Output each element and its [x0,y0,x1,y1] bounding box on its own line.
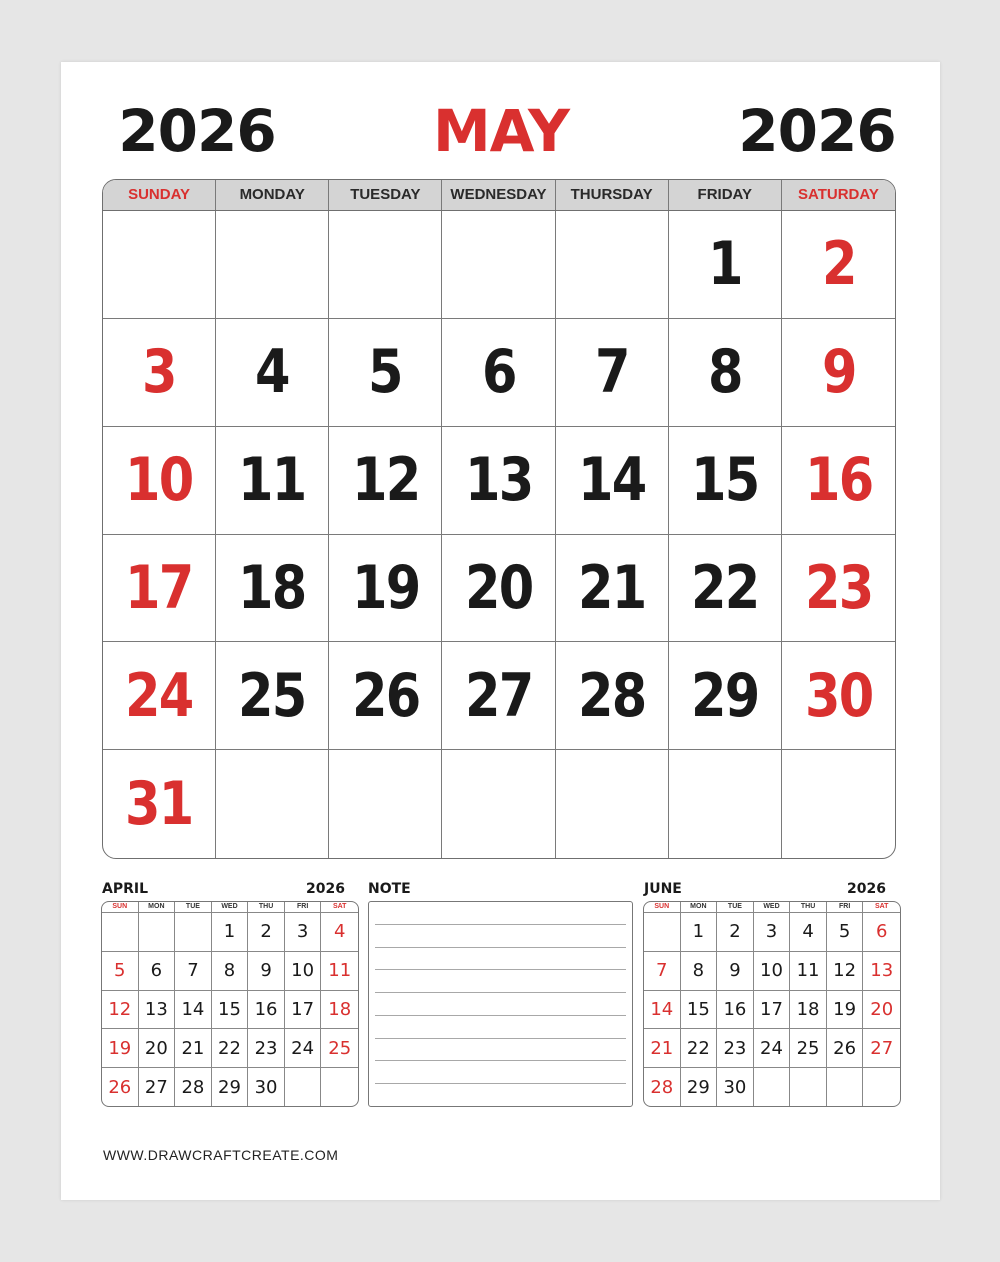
day-number: 1 [707,229,742,300]
mini-day-cell[interactable]: 25 [321,1029,358,1068]
mini-empty-cell [644,913,681,952]
day-header-tuesday: TUESDAY [329,180,442,210]
day-number: 8 [707,337,742,408]
footer-url[interactable]: WWW.DRAWCRAFTCREATE.COM [103,1147,339,1163]
day-number: 15 [690,445,759,516]
mini-day-cell[interactable]: 9 [248,952,285,991]
empty-cell [216,211,329,319]
mini-day-cell[interactable]: 7 [175,952,212,991]
mini-empty-cell [285,1068,322,1107]
day-number: 14 [577,445,646,516]
month-title: MAY [432,97,570,165]
day-cell[interactable] [782,535,895,643]
mini-empty-cell [139,913,176,952]
mini-empty-cell [863,1068,900,1107]
prev-month-grid [102,913,358,1107]
day-number: 4 [255,337,290,408]
mini-day-cell[interactable]: 28 [175,1068,212,1107]
mini-day-cell[interactable]: 1 [681,913,718,952]
day-number: 20 [464,552,533,623]
note-line [375,1060,626,1061]
day-number: 18 [238,552,306,623]
day-cell[interactable] [556,319,669,427]
day-number: 22 [690,552,759,623]
mini-day-header-fri: FRI [827,902,864,912]
day-number: 9 [821,337,856,408]
note-line [375,992,626,993]
day-number: 23 [804,552,873,623]
mini-day-cell[interactable]: 5 [827,913,864,952]
mini-day-cell[interactable]: 16 [248,991,285,1030]
note-line [375,924,626,925]
day-number: 3 [142,337,176,408]
year-left: 2026 [118,97,276,165]
mini-day-cell[interactable]: 17 [285,991,322,1030]
day-cell[interactable] [556,642,669,750]
day-number: 26 [351,660,420,731]
mini-day-cell[interactable]: 30 [717,1068,754,1107]
day-cell[interactable] [669,211,782,319]
mini-day-cell[interactable]: 11 [790,952,827,991]
day-cell[interactable] [442,535,555,643]
mini-day-cell[interactable]: 6 [139,952,176,991]
mini-day-cell[interactable]: 6 [863,913,900,952]
mini-day-cell[interactable]: 11 [321,952,358,991]
day-header-monday: MONDAY [216,180,329,210]
day-number: 19 [351,552,420,623]
mini-day-header-thu: THU [248,902,285,912]
mini-day-cell[interactable]: 18 [321,991,358,1030]
mini-day-cell[interactable]: 15 [681,991,718,1030]
main-calendar-day-header [103,180,895,211]
day-number: 31 [125,769,193,840]
mini-day-cell[interactable]: 1 [212,913,249,952]
next-month-grid [644,913,900,1107]
empty-cell [103,211,216,319]
note-line [375,969,626,970]
mini-day-header-thu: THU [790,902,827,912]
day-header-sunday: SUNDAY [103,180,216,210]
day-cell[interactable] [782,427,895,535]
mini-day-header-tue: TUE [175,902,212,912]
mini-day-cell[interactable]: 9 [717,952,754,991]
mini-day-cell[interactable]: 23 [717,1029,754,1068]
mini-day-cell[interactable]: 5 [102,952,139,991]
mini-day-cell[interactable]: 24 [285,1029,322,1068]
day-number: 29 [690,660,759,731]
day-header-friday: FRIDAY [669,180,782,210]
mini-day-cell[interactable]: 7 [644,952,681,991]
mini-day-cell[interactable]: 16 [717,991,754,1030]
empty-cell [556,750,669,858]
note-line [375,947,626,948]
mini-day-cell[interactable]: 12 [102,991,139,1030]
mini-day-cell[interactable]: 26 [102,1068,139,1107]
mini-day-cell[interactable]: 29 [681,1068,718,1107]
mini-day-header-mon: MON [139,902,176,912]
mini-day-header-mon: MON [681,902,718,912]
day-cell[interactable] [329,642,442,750]
mini-day-header-sun: SUN [644,902,681,912]
calendar-page [61,62,940,1200]
day-cell[interactable] [216,427,329,535]
mini-day-cell[interactable]: 19 [102,1029,139,1068]
mini-day-cell[interactable]: 4 [321,913,358,952]
mini-day-cell[interactable]: 21 [644,1029,681,1068]
mini-day-cell[interactable]: 8 [212,952,249,991]
day-cell[interactable] [556,427,669,535]
mini-day-cell[interactable]: 19 [827,991,864,1030]
day-cell[interactable] [669,319,782,427]
day-cell[interactable] [782,319,895,427]
mini-day-header-sun: SUN [102,902,139,912]
year-right: 2026 [738,97,896,165]
day-number: 28 [577,660,646,731]
day-cell[interactable] [329,319,442,427]
mini-day-cell[interactable]: 25 [790,1029,827,1068]
note-line [375,1083,626,1084]
mini-day-cell[interactable]: 3 [285,913,322,952]
next-month-day-header [644,902,900,913]
mini-day-cell[interactable]: 22 [681,1029,718,1068]
main-calendar [102,179,896,859]
mini-day-cell[interactable]: 28 [644,1068,681,1107]
day-number: 30 [804,660,873,731]
day-number: 2 [821,229,856,300]
mini-day-cell[interactable]: 23 [248,1029,285,1068]
mini-day-header-sat: SAT [332,903,347,910]
day-number: 13 [464,445,533,516]
mini-day-cell[interactable]: 17 [754,991,791,1030]
next-month-calendar [643,901,901,1107]
mini-day-cell[interactable]: 10 [754,952,791,991]
day-cell[interactable] [216,319,329,427]
empty-cell [782,750,895,858]
mini-day-header-tue: TUE [717,902,754,912]
day-cell[interactable] [442,642,555,750]
mini-day-header-sat: SAT [874,903,889,910]
mini-day-cell[interactable]: 20 [139,1029,176,1068]
day-cell[interactable] [782,642,895,750]
mini-day-header-wed: WED [754,902,791,912]
mini-day-cell[interactable]: 27 [139,1068,176,1107]
day-cell[interactable] [442,319,555,427]
mini-day-cell[interactable]: 30 [248,1068,285,1107]
mini-day-cell[interactable]: 15 [212,991,249,1030]
mini-day-cell[interactable]: 26 [827,1029,864,1068]
prev-month-calendar [101,901,359,1107]
mini-day-header-fri: FRI [285,902,322,912]
mini-day-cell[interactable]: 13 [139,991,176,1030]
mini-empty-cell [175,913,212,952]
day-cell[interactable] [669,427,782,535]
mini-empty-cell [754,1068,791,1107]
day-number: 16 [804,445,873,516]
day-header-wednesday: WEDNESDAY [442,180,555,210]
day-number: 7 [594,337,629,408]
mini-day-cell[interactable]: 10 [285,952,322,991]
day-number: 5 [368,337,403,408]
next-month-year: 2026 [847,881,886,897]
empty-cell [669,750,782,858]
day-cell[interactable] [216,642,329,750]
mini-day-cell[interactable]: 3 [754,913,791,952]
empty-cell [216,750,329,858]
mini-day-cell[interactable]: 8 [681,952,718,991]
day-number: 27 [464,660,533,731]
day-cell[interactable] [103,750,216,858]
empty-cell [556,211,669,319]
mini-day-cell[interactable]: 14 [644,991,681,1030]
mini-day-cell[interactable]: 29 [212,1068,249,1107]
mini-day-cell[interactable]: 2 [717,913,754,952]
mini-empty-cell [790,1068,827,1107]
mini-day-cell[interactable]: 20 [863,991,900,1030]
mini-day-cell[interactable]: 21 [175,1029,212,1068]
mini-day-header-wed: WED [212,902,249,912]
day-header-thursday: THURSDAY [556,180,669,210]
mini-day-cell[interactable]: 13 [863,952,900,991]
mini-day-cell[interactable]: 18 [790,991,827,1030]
mini-day-cell[interactable]: 24 [754,1029,791,1068]
mini-day-cell[interactable]: 12 [827,952,864,991]
day-cell[interactable] [556,535,669,643]
empty-cell [442,211,555,319]
day-cell[interactable] [782,211,895,319]
day-number: 12 [351,445,420,516]
mini-empty-cell [102,913,139,952]
day-cell[interactable] [329,427,442,535]
day-number: 21 [577,552,646,623]
day-number: 11 [238,445,306,516]
mini-day-cell[interactable]: 27 [863,1029,900,1068]
mini-day-cell[interactable]: 22 [212,1029,249,1068]
day-number: 6 [481,337,516,408]
main-calendar-grid [103,211,895,858]
mini-day-cell[interactable]: 2 [248,913,285,952]
day-cell[interactable] [103,427,216,535]
day-number: 24 [125,660,193,731]
day-cell[interactable] [669,535,782,643]
day-cell[interactable] [103,642,216,750]
empty-cell [442,750,555,858]
day-cell[interactable] [103,535,216,643]
day-cell[interactable] [442,427,555,535]
day-number: 25 [238,660,306,731]
empty-cell [329,211,442,319]
day-number: 10 [125,445,193,516]
day-cell[interactable] [103,319,216,427]
note-label: NOTE [368,881,411,897]
next-month-name: JUNE [644,881,682,897]
mini-empty-cell [321,1068,358,1107]
prev-month-day-header [102,902,358,913]
day-cell[interactable] [669,642,782,750]
day-cell[interactable] [216,535,329,643]
note-line [375,1015,626,1016]
day-cell[interactable] [329,535,442,643]
mini-empty-cell [827,1068,864,1107]
note-box[interactable] [368,901,633,1107]
day-header-saturday: SATURDAY [797,186,879,203]
empty-cell [329,750,442,858]
note-line [375,1038,626,1039]
day-number: 17 [125,552,193,623]
mini-day-cell[interactable]: 14 [175,991,212,1030]
prev-month-year: 2026 [306,881,345,897]
mini-day-cell[interactable]: 4 [790,913,827,952]
prev-month-name: APRIL [102,881,149,897]
